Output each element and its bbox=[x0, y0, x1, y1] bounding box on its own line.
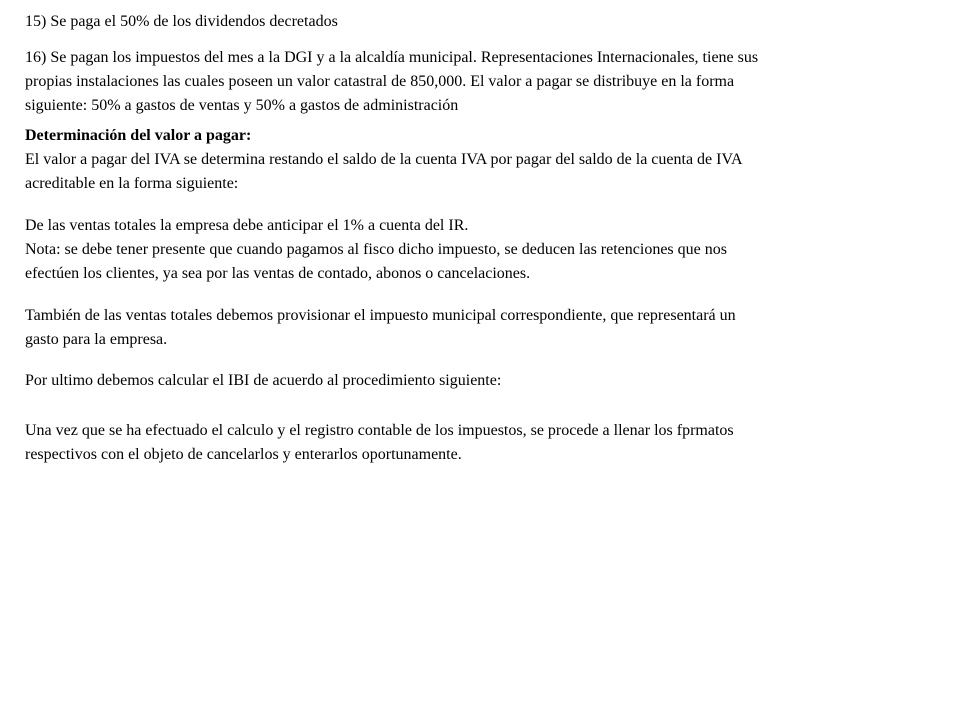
determinacion-line-1: El valor a pagar del IVA se determina restando el saldo de la cuenta IVA por pagar del saldo de la cuenta de IVA bbox=[25, 151, 743, 168]
ventas-paragraph bbox=[25, 214, 905, 286]
municipal-line-2: gasto para la empresa. bbox=[25, 331, 168, 348]
item-16-paragraph bbox=[25, 46, 905, 118]
determinacion-heading: Determinación del valor a pagar: bbox=[25, 127, 252, 144]
determinacion-line-2: acreditable en la forma siguiente: bbox=[25, 175, 239, 192]
ventas-line-1: De las ventas totales la empresa debe anticipar el 1% a cuenta del IR. bbox=[25, 217, 469, 234]
ibi-text: Por ultimo debemos calcular el IBI de acuerdo al procedimiento siguiente: bbox=[25, 372, 502, 389]
final-paragraph bbox=[25, 419, 905, 467]
determinacion-paragraph bbox=[25, 124, 905, 196]
municipal-paragraph bbox=[25, 304, 905, 352]
item-16-line-2: propias instalaciones las cuales poseen un valor catastral de 850,000. El valor a pagar se distribuye en la forma bbox=[25, 73, 735, 90]
item-16-line-3: siguiente: 50% a gastos de ventas y 50% a gastos de administración bbox=[25, 97, 459, 114]
ventas-line-2: Nota: se debe tener presente que cuando pagamos al fisco dicho impuesto, se deducen las retenciones que nos bbox=[25, 241, 727, 258]
item-16-line-1: 16) Se pagan los impuestos del mes a la DGI y a la alcaldía municipal. Representaciones Internacionales, tiene sus bbox=[25, 49, 759, 66]
ibi-paragraph bbox=[25, 369, 905, 393]
item-15-paragraph bbox=[25, 10, 905, 34]
final-line-1: Una vez que se ha efectuado el calculo y el registro contable de los impuestos, se procede a llenar los fprmatos bbox=[25, 422, 734, 439]
municipal-line-1: También de las ventas totales debemos provisionar el impuesto municipal correspondiente, que representará un bbox=[25, 307, 736, 324]
item-15-text: 15) Se paga el 50% de los dividendos decretados bbox=[25, 13, 338, 30]
ventas-line-3: efectúen los clientes, ya sea por las ventas de contado, abonos o cancelaciones. bbox=[25, 265, 531, 282]
final-line-2: respectivos con el objeto de cancelarlos y enterarlos oportunamente. bbox=[25, 446, 462, 463]
